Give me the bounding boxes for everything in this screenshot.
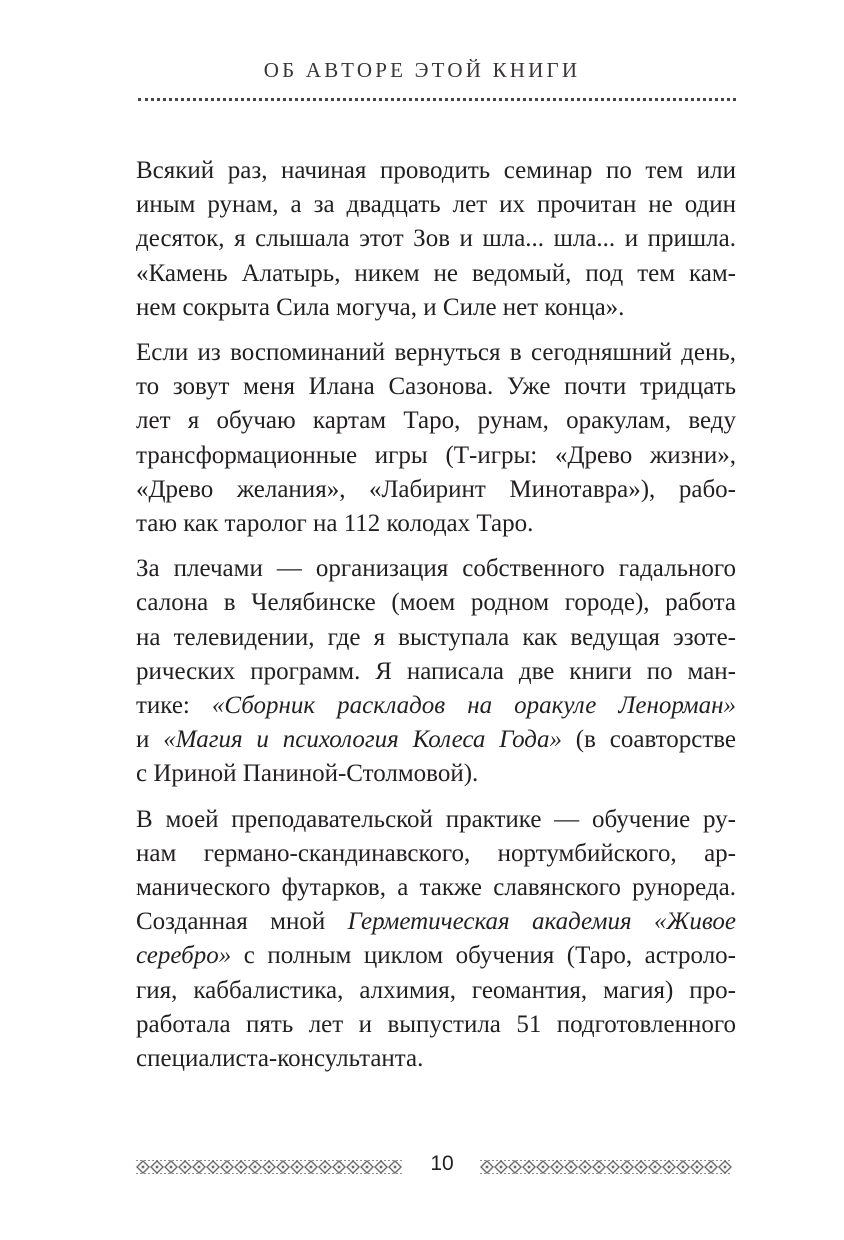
- italic-title: серебро»: [136, 942, 232, 970]
- paragraph: [136, 154, 736, 325]
- text-segment: Всякий раз, начиная проводить семинар по тем или: [136, 157, 736, 184]
- text-segment: Если из воспоминаний вернуться в сегодняшний день,: [136, 339, 736, 367]
- text-segment: нем сокрыта Сила могуча, и Силе нет конца».: [136, 293, 625, 321]
- text-line: [136, 188, 736, 222]
- page-number: 10: [430, 1152, 454, 1175]
- text-segment: десяток, я слышала этот Зов и шла... шла... и пришла.: [136, 225, 736, 253]
- text-line: [136, 803, 736, 837]
- text-line: [136, 757, 736, 791]
- running-title: ОБ АВТОРЕ ЭТОЙ КНИГИ: [263, 58, 581, 82]
- text-segment: на телевидении, где я выступала как ведущая эзоте-: [136, 623, 736, 651]
- text-line: [136, 507, 736, 541]
- text-segment: манического футарков, а также славянского рунореда.: [136, 874, 736, 902]
- footer-ornament-right-icon: [480, 1160, 744, 1174]
- text-line: [136, 222, 736, 256]
- text-line: [136, 905, 736, 939]
- text-line: [136, 370, 736, 404]
- italic-title: «Сборник раскладов на оракуле Ленорман»: [211, 692, 736, 720]
- text-line: [136, 552, 736, 586]
- paragraph: [136, 336, 736, 541]
- text-line: [136, 689, 736, 723]
- text-line: [136, 621, 736, 655]
- italic-title: Герметическая академия «Живое: [347, 908, 736, 936]
- text-line: [136, 939, 736, 973]
- text-line: [136, 723, 736, 757]
- text-line: [136, 871, 736, 905]
- text-line: [136, 291, 736, 325]
- text-line: [136, 837, 736, 871]
- text-segment: «Камень Алатырь, никем не ведомый, под тем кам-: [136, 259, 736, 287]
- text-line: [136, 154, 736, 188]
- text-line: [136, 257, 736, 291]
- text-line: [136, 1008, 736, 1042]
- text-segment: с Ириной Паниной-Столмовой).: [136, 760, 479, 788]
- text-line: [136, 336, 736, 370]
- text-segment: нам германо-скандинавского, нортумбийского, ар-: [136, 839, 736, 867]
- text-segment: гия, каббалистика, алхимия, геомантия, магия) про-: [136, 976, 736, 1004]
- text-segment: рических программ. Я написала две книги по ман-: [136, 657, 736, 685]
- text-segment: специалиста-консультанта.: [136, 1045, 424, 1073]
- text-line: [136, 655, 736, 689]
- text-segment: трансформационные игры (Т-игры: «Древо жизни»,: [136, 441, 736, 469]
- paragraph: [136, 803, 736, 1077]
- text-segment: иным рунам, а за двадцать лет их прочитан не один: [136, 191, 736, 219]
- text-line: [136, 586, 736, 620]
- paragraph: [136, 552, 736, 791]
- text-segment: с полным циклом обучения (Таро, астроло-: [231, 942, 736, 970]
- text-segment: таю как таролог на 112 колодах Таро.: [136, 510, 534, 538]
- italic-title: «Магия и психология Колеса Года»: [163, 726, 562, 754]
- footer-ornament-left-icon: [136, 1160, 404, 1174]
- text-segment: и: [136, 726, 164, 754]
- text-segment: В моей преподавательской практике — обучение ру-: [136, 805, 736, 833]
- text-segment: «Древо желания», «Лабиринт Минотавра»), рабо-: [136, 475, 736, 503]
- text-segment: салона в Челябинске (моем родном городе), работа: [136, 589, 736, 617]
- text-line: [136, 473, 736, 507]
- page-footer: [136, 1150, 744, 1184]
- text-segment: то зовут меня Илана Сазонова. Уже почти тридцать: [136, 373, 736, 401]
- header-dotted-rule: [138, 98, 736, 101]
- text-segment: лет я обучаю картам Таро, рунам, оракулам, веду: [136, 407, 736, 435]
- text-segment: работала пять лет и выпустила 51 подготовленного: [136, 1010, 736, 1038]
- text-segment: За плечами — организация собственного гадального: [136, 555, 736, 583]
- text-segment: тике:: [136, 692, 212, 720]
- text-line: [136, 974, 736, 1008]
- text-line: [136, 404, 736, 438]
- text-line: [136, 1042, 736, 1076]
- text-line: [136, 439, 736, 473]
- text-segment: (в соавторстве: [561, 726, 736, 754]
- text-segment: Созданная мной: [136, 908, 348, 936]
- body-text: [136, 154, 736, 1087]
